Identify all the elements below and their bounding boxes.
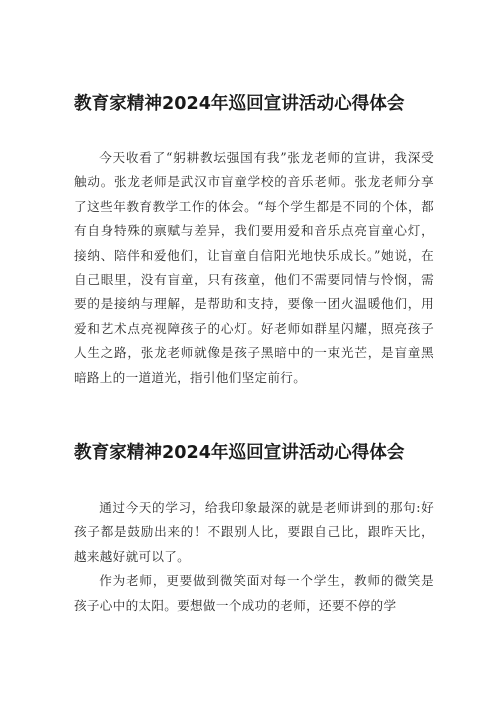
article-title: 教育家精神2024年巡回宣讲活动心得体会 xyxy=(74,94,405,114)
article-paragraph: 通过今天的学习，给我印象最深的就是老师讲到的那句:好孩子都是鼓励出来的！不跟别人比，要跟自己比，跟昨天比，越来越好就可以了。 xyxy=(74,500,434,564)
article-paragraph: 今天收看了“躬耕教坛强国有我”张龙老师的宣讲，我深受触动。张龙老师是武汉市盲童学校的音乐老师。张龙老师分享了这些年教育教学工作的体会。“每个学生都是不同的个体，都有自身特殊的禀赋与差异，我们要用爱和音乐点亮盲童心灯，接纳、陪伴和爱他们，让盲童自信阳光地快乐成长。”她说，在自己眼里，没有盲童，只有孩童，他们不需要同情与怜悯，需要的是接纳与理解，是帮助和支持，要像一团火温暖他们，用爱和艺术点亮视障孩子的心灯。好老师如群星闪耀，照亮孩子人生之路，张龙老师就像是孩子黑暗中的一束光芒，是盲童黑暗路上的一道道光，指引他们坚定前行。 xyxy=(74,150,434,385)
article-paragraph: 作为老师，更要做到微笑面对每一个学生，教师的微笑是孩子心中的太阳。要想做一个成功的老师，还要不停的学 xyxy=(74,573,434,613)
article-section-2 xyxy=(74,441,434,618)
article-title: 教育家精神2024年巡回宣讲活动心得体会 xyxy=(74,443,405,463)
article-section-1 xyxy=(74,92,434,390)
